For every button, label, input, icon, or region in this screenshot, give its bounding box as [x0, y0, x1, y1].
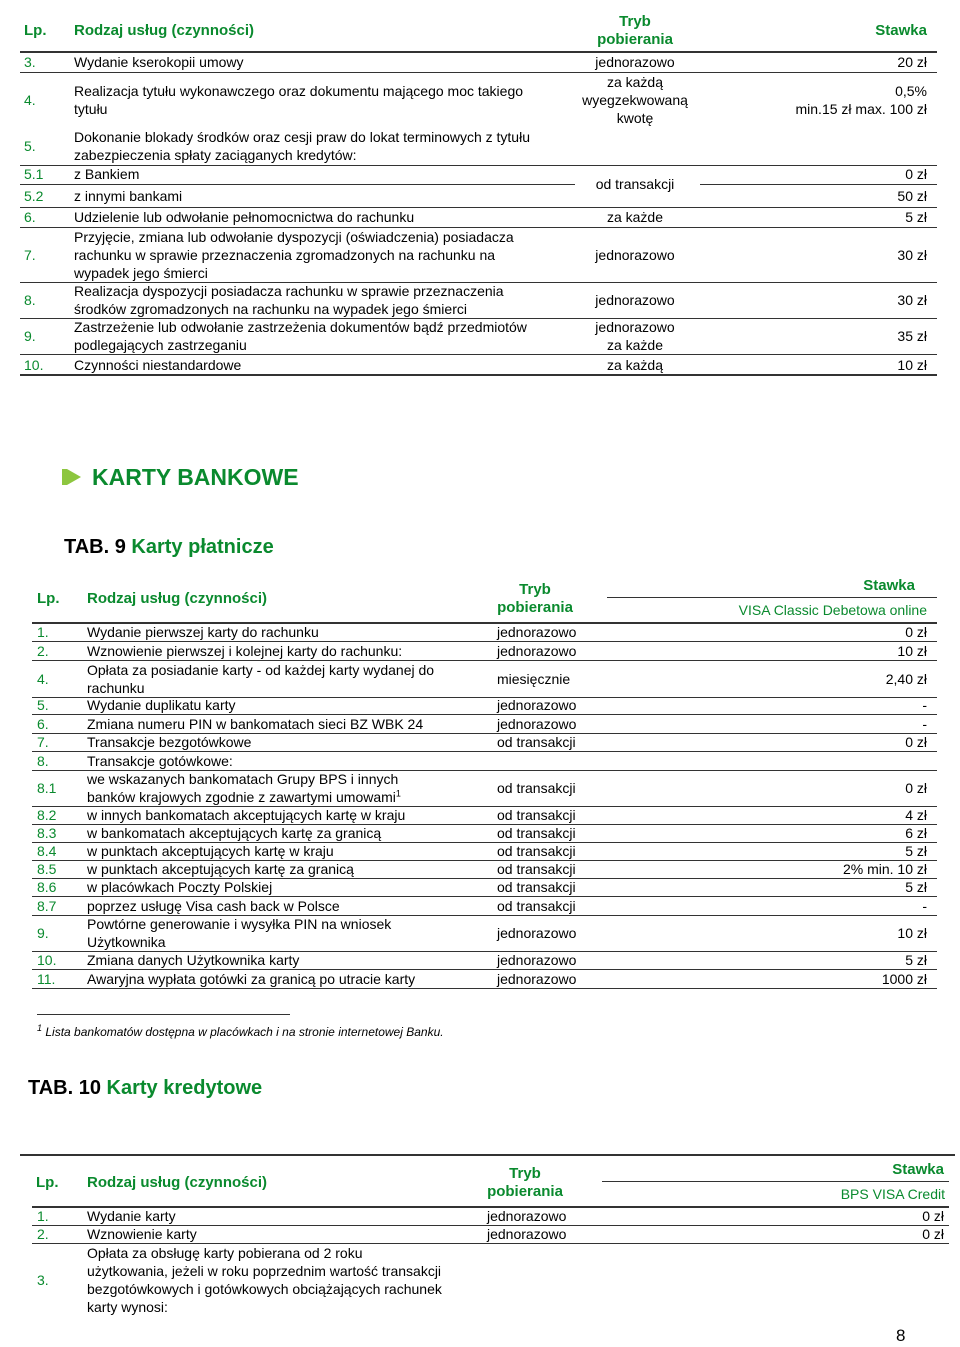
row-rate: 0 zł: [922, 1208, 944, 1224]
row-service: Przyjęcie, zmiana lub odwołanie dyspozycji (oświadczenia) posiadacza: [74, 229, 514, 245]
row-rate: 50 zł: [897, 188, 927, 204]
row-lp: 3.: [37, 1272, 49, 1288]
row-service: w innych bankomatach akceptujących kartę w kraju: [87, 807, 406, 823]
row-lp: 6.: [24, 209, 36, 225]
section-title: KARTY BANKOWE: [92, 464, 299, 490]
row-rate: 0 zł: [922, 1226, 944, 1242]
row-service: Zmiana danych Użytkownika karty: [87, 952, 300, 968]
row-mode: jednorazowo: [595, 292, 675, 308]
row-mode: jednorazowo: [497, 697, 577, 713]
row-service: Udzielenie lub odwołanie pełnomocnictwa do rachunku: [74, 209, 415, 225]
row-mode: wyegzekwowaną: [582, 92, 688, 108]
row-rate: 5 zł: [905, 952, 927, 968]
tab10-prefix: TAB. 10: [28, 1077, 101, 1099]
row-mode: jednorazowo: [497, 925, 577, 941]
header-service: Rodzaj usług (czynności): [87, 1174, 268, 1191]
row-mode-shared: od transakcji: [595, 176, 675, 192]
row-rate: 6 zł: [905, 825, 927, 841]
row-lp: 7.: [24, 247, 36, 263]
row-lp: 7.: [37, 734, 49, 750]
row-service: rachunku w sprawie przeznaczenia zgromadzonych na rachunku na: [74, 247, 496, 263]
row-service: Wznowienie pierwszej i kolejnej karty do rachunku:: [87, 643, 403, 659]
row-lp: 8.1: [37, 780, 57, 796]
row-rate: 10 zł: [897, 643, 927, 659]
row-service: banków krajowych zgodnie z zawartymi umowami$^1$: [87, 788, 401, 805]
row-lp: 8.7: [37, 898, 57, 914]
row-service: podlegających zastrzeganiu: [74, 337, 247, 353]
header-lp: Lp.: [36, 1174, 59, 1191]
row-lp: 8.6: [37, 879, 57, 895]
row-service: Wydanie duplikatu karty: [87, 697, 236, 713]
row-service: Opłata za posiadanie karty - od każdej karty wydanej do: [87, 662, 435, 678]
row-rate: min.15 zł max. 100 zł: [795, 101, 927, 117]
row-mode: jednorazowo: [497, 643, 577, 659]
row-rate: 5 zł: [905, 843, 927, 859]
row-mode: za każde: [606, 209, 664, 225]
row-rate: 5 zł: [905, 209, 927, 225]
row-lp: 2.: [37, 1226, 49, 1242]
row-service: Zastrzeżenie lub odwołanie zastrzeżenia dokumentów bądź przedmiotów: [74, 319, 527, 335]
row-lp: 9.: [24, 328, 36, 344]
row-rate: -: [922, 716, 927, 732]
row-lp: 10.: [24, 357, 44, 373]
footnote: $^1$ Lista bankomatów dostępna w placówkach i na stronie internetowej Banku.: [37, 1023, 444, 1039]
header-service: Rodzaj usług (czynności): [74, 22, 255, 39]
tab10-name: Karty kredytowe: [106, 1077, 263, 1099]
row-service: Transakcje gotówkowe:: [87, 753, 233, 769]
row-service: karty wynosi:: [87, 1299, 168, 1315]
row-mode: od transakcji: [497, 861, 576, 877]
row-service: środków zgromadzonych na rachunku na wypadek jego śmierci: [74, 301, 467, 317]
row-mode: za każdą: [606, 74, 664, 90]
tab10-title: [28, 1077, 262, 1100]
row-service: Awaryjna wypłata gotówki za granicą po utracie karty: [87, 971, 416, 987]
row-mode: od transakcji: [497, 780, 576, 796]
row-rate: 0 zł: [905, 166, 927, 182]
row-lp: 8.2: [37, 807, 57, 823]
row-mode: miesięcznie: [497, 671, 571, 687]
row-lp: 8.5: [37, 861, 57, 877]
row-mode: za każdą: [606, 357, 664, 373]
row-service: bezgotówkowych i gotówkowych obciążających rachunek: [87, 1281, 442, 1297]
row-mode: jednorazowo: [497, 624, 577, 640]
row-rate: 10 zł: [897, 925, 927, 941]
row-service: Powtórne generowanie i wysyłka PIN na wniosek: [87, 916, 392, 932]
header-rate: Stawka: [892, 1161, 944, 1178]
row-service: Wznowienie karty: [87, 1226, 197, 1242]
row-rate: 2,40 zł: [885, 671, 927, 687]
tab9-prefix: TAB. 9: [64, 536, 126, 558]
row-service: Wydanie kserokopii umowy: [74, 54, 244, 70]
row-rate: 5 zł: [905, 879, 927, 895]
header-lp: Lp.: [37, 590, 60, 607]
row-service: w punktach akceptujących kartę za granicą: [87, 861, 354, 877]
row-rate: 0 zł: [905, 734, 927, 750]
row-service: wypadek jego śmierci: [74, 265, 208, 281]
row-lp: 2.: [37, 643, 49, 659]
row-service: Realizacja tytułu wykonawczego oraz dokumentu mającego moc takiego: [74, 83, 524, 99]
row-lp: 11.: [37, 971, 56, 987]
row-mode: jednorazowo: [497, 952, 577, 968]
row-rate: 1000 zł: [881, 971, 927, 987]
row-service: Wydanie karty: [87, 1208, 176, 1224]
row-lp: 8.3: [37, 825, 57, 841]
row-lp: 8.4: [37, 843, 57, 859]
row-rate: -: [922, 697, 927, 713]
row-service: zabezpieczenia spłaty zaciąganych kredytów:: [74, 147, 357, 163]
row-lp: 5.: [24, 138, 36, 154]
header-mode: Tryb pobierania: [597, 13, 673, 48]
row-service: Wydanie pierwszej karty do rachunku: [87, 624, 319, 640]
row-mode: jednorazowo: [487, 1208, 567, 1224]
row-mode: jednorazowo: [497, 971, 577, 987]
row-lp: 5.2: [24, 188, 44, 204]
row-service: w punktach akceptujących kartę w kraju: [87, 843, 334, 859]
header-mode: Tryb pobierania: [497, 581, 573, 616]
row-rate: 0 zł: [905, 624, 927, 640]
row-rate: 0,5%: [895, 83, 927, 99]
header-service: Rodzaj usług (czynności): [87, 590, 268, 607]
row-lp: 8.: [24, 292, 36, 308]
row-service: tytułu: [74, 101, 108, 117]
header-rate: Stawka: [863, 577, 915, 594]
row-service: Czynności niestandardowe: [74, 357, 242, 373]
row-lp: 5.: [37, 697, 49, 713]
row-service: z innymi bankami: [74, 188, 183, 204]
row-rate: 4 zł: [905, 807, 927, 823]
row-service: rachunku: [87, 680, 145, 696]
row-lp: 1.: [37, 1208, 49, 1224]
row-rate: 30 zł: [897, 292, 927, 308]
row-service: w placówkach Poczty Polskiej: [87, 879, 273, 895]
row-service: Użytkownika: [87, 934, 166, 950]
row-mode: kwotę: [616, 110, 654, 126]
row-lp: 3.: [24, 54, 36, 70]
row-rate: -: [922, 898, 927, 914]
row-lp: 1.: [37, 624, 49, 640]
row-service: Opłata za obsługę karty pobierana od 2 roku: [87, 1245, 363, 1261]
tab9-name: Karty płatnicze: [131, 536, 274, 558]
header-lp: Lp.: [24, 22, 47, 39]
row-service: Transakcje bezgotówkowe: [87, 734, 252, 750]
row-lp: 6.: [37, 716, 49, 732]
row-lp: 9.: [37, 925, 49, 941]
row-mode: jednorazowo: [487, 1226, 567, 1242]
row-mode: od transakcji: [497, 843, 576, 859]
row-rate: 30 zł: [897, 247, 927, 263]
row-lp: 4.: [37, 671, 49, 687]
row-rate: 20 zł: [897, 54, 927, 70]
row-service: Dokonanie blokady środków oraz cesji praw do lokat terminowych z tytułu: [74, 129, 530, 145]
row-rate: 2% min. 10 zł: [842, 861, 927, 877]
row-mode: jednorazowo: [595, 319, 675, 335]
row-mode: za każde: [606, 337, 664, 353]
row-lp: 5.1: [24, 166, 44, 182]
header-rate-card: VISA Classic Debetowa online: [738, 602, 927, 618]
row-mode: od transakcji: [497, 734, 576, 750]
row-rate: 0 zł: [905, 780, 927, 796]
row-service: Realizacja dyspozycji posiadacza rachunku w sprawie przeznaczenia: [74, 283, 504, 299]
tab9-title: [64, 536, 274, 559]
row-service: poprzez usługę Visa cash back w Polsce: [87, 898, 340, 914]
row-lp: 10.: [37, 952, 57, 968]
row-rate: 35 zł: [897, 328, 927, 344]
row-mode: jednorazowo: [497, 716, 577, 732]
row-mode: od transakcji: [497, 825, 576, 841]
row-service: w bankomatach akceptujących kartę za granicą: [87, 825, 382, 841]
page-number: 8: [896, 1326, 906, 1345]
row-service: we wskazanych bankomatach Grupy BPS i innych: [87, 771, 399, 787]
row-lp: 8.: [37, 753, 49, 769]
row-service: Zmiana numeru PIN w bankomatach sieci BZ WBK 24: [87, 716, 424, 732]
row-rate: 10 zł: [897, 357, 927, 373]
row-mode: od transakcji: [497, 879, 576, 895]
row-mode: jednorazowo: [595, 54, 675, 70]
header-rate: Stawka: [875, 22, 927, 39]
row-mode: od transakcji: [497, 807, 576, 823]
row-lp: 4.: [24, 92, 36, 108]
row-mode: od transakcji: [497, 898, 576, 914]
row-service: użytkowania, jeżeli w roku poprzednim wartość transakcji: [87, 1263, 442, 1279]
header-mode: Tryb pobierania: [487, 1165, 563, 1200]
header-rate-card: BPS VISA Credit: [840, 1186, 945, 1202]
row-service: z Bankiem: [74, 166, 140, 182]
row-mode: jednorazowo: [595, 247, 675, 263]
